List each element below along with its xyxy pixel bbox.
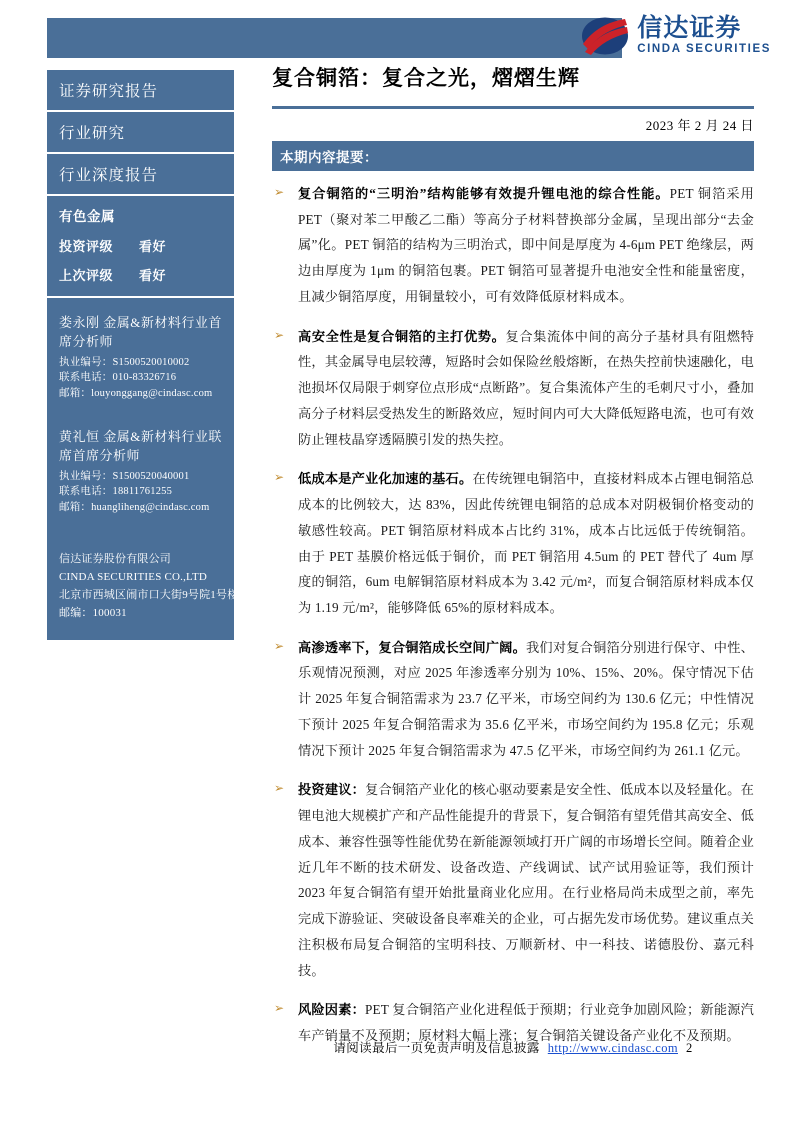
bullet-body	[298, 466, 754, 620]
bullet-body	[298, 181, 754, 310]
bullet-lead: 高安全性是复合铜箔的主打优势。	[298, 328, 506, 344]
analyst-entry	[59, 314, 224, 402]
sidebar	[47, 70, 239, 640]
summary-heading: 本期内容提要：	[272, 141, 754, 171]
previous-rating-value: 看好	[139, 268, 167, 283]
summary-bullet	[272, 635, 754, 764]
footer-website-link[interactable]: http://www.cindasc.com	[547, 1041, 678, 1055]
title-divider	[272, 106, 754, 109]
summary-bullet	[272, 777, 754, 983]
bullet-arrow-icon: ➢	[274, 781, 285, 796]
bullet-arrow-icon: ➢	[274, 638, 285, 653]
investment-rating-row	[59, 236, 234, 255]
summary-bullet	[272, 466, 754, 620]
analyst-email: 邮箱：huangliheng@cindasc.com	[59, 502, 210, 514]
bullet-text: 复合集流体中间的高分子基材具有阻燃特性，其金属导电层较薄，短路时会如保险丝般熔断，在热失控前快速融化，电池损坏仅局限于刺穿位点形成“点断路”。复合集流体产生的毛刺尺寸小，叠加高分子材料层受热发生的断路效应，短时间内可大大降低短路电流，也可有效防止锂枝晶穿透隔膜引发的热失控。	[298, 328, 755, 447]
bullet-lead: 投资建议：	[298, 782, 366, 798]
main-content	[272, 62, 754, 1063]
bullet-body	[298, 635, 754, 764]
sidebar-tab-research-report[interactable]: 证券研究报告	[47, 70, 234, 110]
analyst-phone: 联系电话：010-83326716	[59, 372, 177, 384]
header-accent-bar	[47, 18, 622, 58]
summary-bullet	[272, 324, 754, 453]
bullet-arrow-icon: ➢	[274, 470, 285, 485]
bullet-text: PET 铜箔采用 PET（聚对苯二甲酸乙二酯）等高分子材料替换部分金属，呈现出部分“去金属”化。PET 铜箔的结构为三明治式，即中间是厚度为 4-6μm PET 绝缘层，两边由厚度为 1μm 的铜箔包裹。PET 铜箔可显著提升电池安全性和能量密度，且减少铜箔厚度，用铜量较小，可有效降低原材料成本。	[298, 186, 754, 304]
company-postcode: 邮编：100031	[59, 607, 127, 620]
analyst-license: 执业编号：S1500520040001	[59, 470, 190, 482]
company-name-cn: 信达证券股份有限公司	[59, 552, 171, 565]
page-number: 2	[685, 1041, 693, 1055]
bullet-text: 在传统锂电铜箔中，直接材料成本占锂电铜箔总成本的比例较大，达 83%，因此传统锂电铜箔的总成本对阴极铜价格变动的敏感性较高。PET 铜箔原材料成本占比约 31%，成本占比远低于传统铜箔。由于 PET 基膜价格远低于铜价，而 PET 铜箔用 4.5um 的 PET 替代了 4um 厚度的铜箔，6um 电解铜箔原材料成本为 3.42 元/m²，而复合铜箔原材料成本仅为 1.19 元/m²，能够降低 65%的原材料成本。	[298, 471, 754, 616]
bullet-lead: 风险因素：	[298, 1002, 365, 1018]
investment-rating-label: 投资评级	[59, 239, 114, 254]
brand-logo	[581, 12, 771, 60]
sidebar-company-info	[47, 534, 239, 641]
brand-name-cn: 信达证券	[637, 14, 742, 43]
bullet-text: 我们对复合铜箔分别进行保守、中性、乐观情况预测，对应 2025 年渗透率分别为 10%、15%、20%。保守情况下估计 2025 年复合铜箔需求为 23.7 亿平米，市场空间约为 130.6 亿元；中性情况下预计 2025 年复合铜箔需求为 35.6 亿平米，市场空间约为 195.8 亿元；乐观情况下预计 2025 年复合铜箔需求为 47.5 亿平米，市场空间约为 261.1 亿元。	[298, 639, 754, 758]
sidebar-analysts	[47, 298, 234, 534]
bullet-arrow-icon: ➢	[274, 185, 285, 199]
report-date: 2023 年 2 月 24 日	[645, 118, 754, 133]
investment-rating-value: 看好	[139, 239, 167, 254]
summary-bullet	[272, 181, 754, 310]
bullet-body	[298, 324, 754, 453]
page-title: 复合铜箔：复合之光，熠熠生辉	[272, 67, 580, 90]
bullet-lead: 高渗透率下，复合铜箔成长空间广阔。	[298, 639, 527, 655]
analyst-phone: 联系电话：18811761255	[59, 486, 173, 498]
bullet-lead: 复合铜箔的“三明治”结构能够有效提升锂电池的综合性能。	[298, 186, 670, 201]
summary-bullet-list	[272, 181, 754, 1049]
previous-rating-row	[59, 265, 234, 284]
analyst-name: 黄礼恒 金属&新材料行业联席首席分析师	[59, 428, 222, 463]
analyst-email: 邮箱：louyonggang@cindasc.com	[59, 388, 213, 400]
sidebar-tab-industry-deep-report[interactable]: 行业深度报告	[47, 154, 234, 194]
bullet-text: 复合铜箔产业化的核心驱动要素是安全性、低成本以及轻量化。在锂电池大规模扩产和产品性能提升的背景下，复合铜箔有望凭借其高安全、低成本、兼容性强等性能优势在新能源领域打开广阔的市场增长空间。随着企业近几年不断的技术研发、设备改造、产线调试、试产试用验证等，我们预计 2023 年复合铜箔有望开始批量商业化应用。在行业格局尚未成型之前，率先完成下游验证、突破设备良率难关的企业，可占据先发市场优势。建议重点关注积极布局复合铜箔的宝明科技、万顺新材、中一科技、诺德股份、嘉元科技。	[298, 782, 754, 978]
bullet-arrow-icon: ➢	[274, 327, 285, 342]
sidebar-rating-box	[47, 196, 234, 296]
footer-disclaimer: 请阅读最后一页免责声明及信息披露	[333, 1041, 540, 1055]
sidebar-tab-industry-research[interactable]: 行业研究	[47, 112, 234, 152]
company-name-en: CINDA SECURITIES CO.,LTD	[59, 571, 208, 584]
analyst-license: 执业编号：S1500520010002	[59, 356, 190, 368]
analyst-entry	[59, 428, 224, 516]
bullet-body	[298, 777, 754, 983]
company-address: 北京市西城区闹市口大街9号院1号楼	[59, 589, 239, 602]
brand-logo-text	[637, 16, 771, 56]
bullet-arrow-icon: ➢	[274, 1001, 285, 1016]
sector-label: 有色金属	[59, 209, 115, 224]
page-footer	[272, 1038, 754, 1056]
brand-name-en: CINDA SECURITIES	[637, 43, 771, 56]
cinda-swoosh-logo-icon	[581, 14, 629, 58]
bullet-lead: 低成本是产业化加速的基石。	[298, 471, 473, 487]
bullet-text: PET 复合铜箔产业化进程低于预期；行业竞争加剧风险；新能源汽车产销量不及预期；原材料大幅上涨；复合铜箔关键设备产业化不及预期。	[298, 1002, 754, 1044]
analyst-name: 娄永刚 金属&新材料行业首席分析师	[59, 315, 222, 349]
previous-rating-label: 上次评级	[59, 268, 114, 283]
